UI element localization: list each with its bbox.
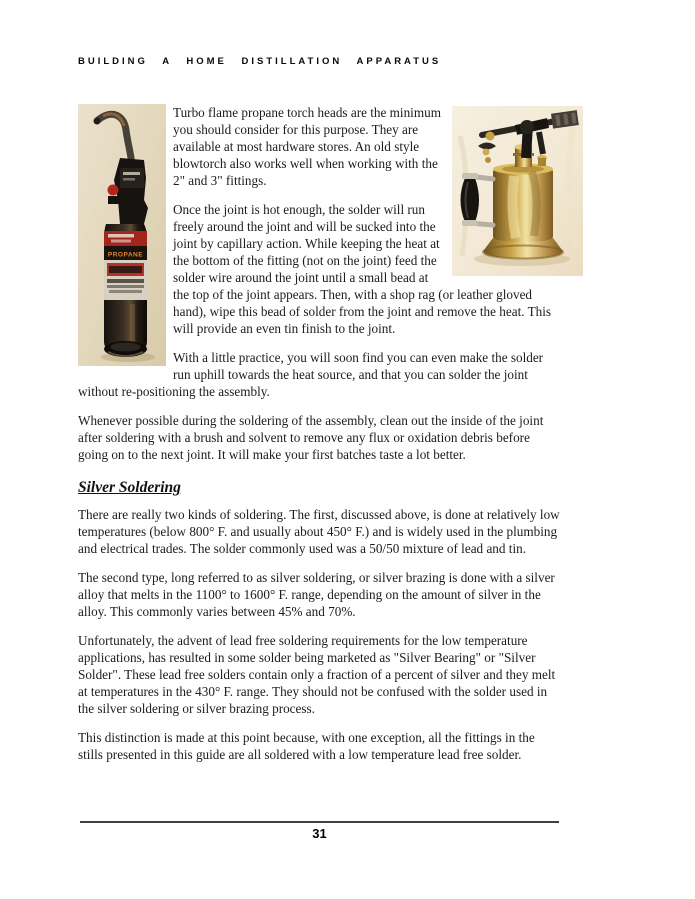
- torch-label-text: PROPANE: [107, 251, 144, 259]
- page-body: [78, 104, 583, 775]
- propane-torch-illustration: [78, 104, 166, 366]
- propane-torch-photo: [78, 104, 166, 372]
- page-number: 31: [312, 826, 327, 841]
- torch-cylinder: [104, 224, 147, 357]
- paragraph-lead-free: Unfortunately, the advent of lead free soldering requirements for the low temperature applications, has resulted in some solder being marketed as "Silver Bearing" or "Silver Solder". These lead free solders contain only a fraction of a percent of silver and they melt at temperatures in the 430° F. range. They should not be confused with the solder used in the silver soldering or silver brazing process.: [78, 633, 556, 716]
- footer-rule: [80, 821, 559, 823]
- paragraph-distinction: This distinction is made at this point because, with one exception, all the fittings in the stills presented in this guide are all soldered with a low temperature lead free solder.: [78, 730, 535, 762]
- paragraph-joint-heating: Once the joint is hot enough, the solder will run freely around the joint and will be sucked into the joint by capillary action. While keeping the heat at the bottom of the fitting (not on the joint) feed the solder wire around the joint until a small bead at the top of the joint appears. Then, with a shop rag (or leather gloved hand), wipe this bead of solder from the joint and remove the heat. This will provide an even tin finish to the joint.: [173, 202, 552, 336]
- paragraph-two-kinds: There are really two kinds of soldering. The first, discussed above, is done at relatively low temperatures (below 800° F. and usually about 450° F.) and is widely used in the plumbing and electrical trades. The solder commonly used was a 50/50 mixture of lead and tin.: [78, 507, 560, 556]
- paragraph-cleaning: Whenever possible during the soldering of the assembly, clean out the inside of the joint after soldering with a brush and solvent to remove any flux or oxidation debris before going on to the next joint. It will make your first batches taste a lot better.: [78, 413, 544, 462]
- paragraph-second-type: The second type, long referred to as silver soldering, or silver brazing is done with a silver alloy that melts in the 1100° to 1600° F. range, depending on the amount of silver in the alloy. This commonly varies between 45% and 70%.: [78, 570, 555, 619]
- brass-blowtorch-photo: [452, 106, 583, 278]
- paragraph-torch-intro: Turbo flame propane torch heads are the minimum you should consider for this purpose. They are available at most hardware stores. An old style blowtorch also works well when working with the 2" and 3" fittings.: [173, 105, 441, 188]
- page-header-title: BUILDING A HOME DISTILLATION APPARATUS: [78, 56, 442, 67]
- paragraph-practice: With a little practice, you will soon find you can even make the solder run uphill towards the heat source, and that you can solder the joint without re-positioning the assembly.: [78, 350, 544, 399]
- silver-soldering-heading: Silver Soldering: [78, 479, 181, 496]
- brass-blowtorch-illustration: [452, 106, 583, 276]
